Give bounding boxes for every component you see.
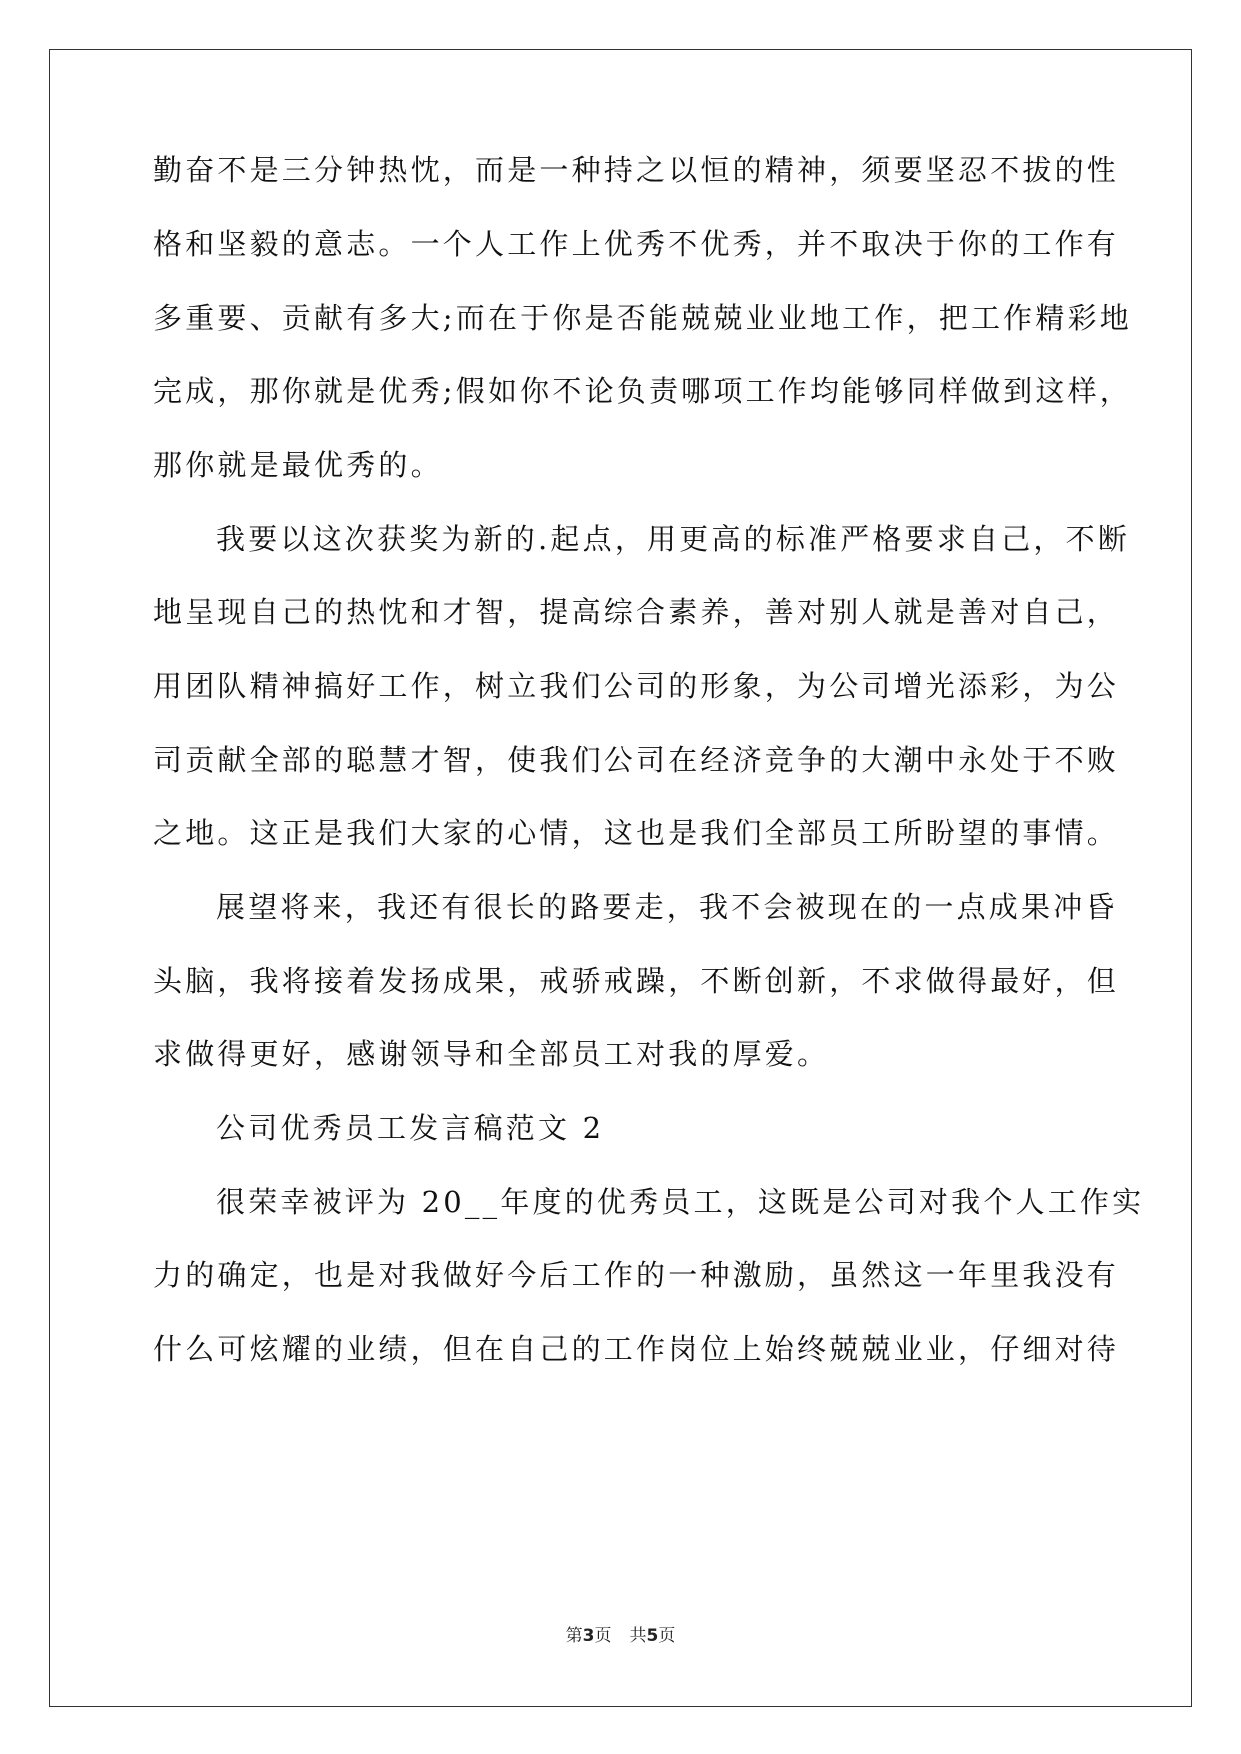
paragraph-2-line-3: 用团队精神搞好工作，树立我们公司的形象，为公司增光添彩，为公 — [153, 669, 1120, 703]
paragraph-1-line-1: 勤奋不是三分钟热忱，而是一种持之以恒的精神，须要坚忍不拔的性 — [153, 153, 1120, 187]
paragraph-2-line-5: 之地。这正是我们大家的心情，这也是我们全部员工所盼望的事情。 — [153, 816, 1120, 850]
paragraph-2-line-4: 司贡献全部的聪慧才智，使我们公司在经济竞争的大潮中永处于不败 — [153, 743, 1120, 777]
paragraph-1-line-5: 那你就是最优秀的。 — [153, 448, 443, 482]
page-number: 3 — [582, 1626, 595, 1646]
paragraph-2-line-1: 我要以这次获奖为新的.起点，用更高的标准严格要求自己，不断 — [216, 522, 1131, 556]
paragraph-5-line-1: 很荣幸被评为 20__年度的优秀员工，这既是公司对我个人工作实 — [216, 1185, 1145, 1219]
page-suffix: 页 — [594, 1626, 612, 1646]
total-pages: 5 — [646, 1626, 659, 1646]
paragraph-5-line-3: 什么可炫耀的业绩，但在自己的工作岗位上始终兢兢业业，仔细对待 — [153, 1332, 1120, 1366]
page-prefix: 第 — [565, 1626, 583, 1646]
paragraph-2-line-2: 地呈现自己的热忱和才智，提高综合素养，善对别人就是善对自己， — [153, 595, 1120, 629]
paragraph-3-line-3: 求做得更好，感谢领导和全部员工对我的厚爱。 — [153, 1037, 830, 1071]
total-prefix: 共 — [629, 1626, 647, 1646]
paragraph-5-line-2: 力的确定，也是对我做好今后工作的一种激励，虽然这一年里我没有 — [153, 1258, 1120, 1292]
total-suffix: 页 — [658, 1626, 676, 1646]
section-title: 公司优秀员工发言稿范文 2 — [216, 1111, 605, 1145]
page-footer — [0, 1621, 1241, 1646]
paragraph-3-line-1: 展望将来，我还有很长的路要走，我不会被现在的一点成果冲昏 — [216, 890, 1118, 924]
paragraph-1-line-3: 多重要、贡献有多大;而在于你是否能兢兢业业地工作，把工作精彩地 — [153, 301, 1132, 335]
paragraph-1-line-2: 格和坚毅的意志。一个人工作上优秀不优秀，并不取决于你的工作有 — [153, 227, 1120, 261]
paragraph-3-line-2: 头脑，我将接着发扬成果，戒骄戒躁，不断创新，不求做得最好，但 — [153, 964, 1120, 998]
paragraph-1-line-4: 完成，那你就是优秀;假如你不论负责哪项工作均能够同样做到这样， — [153, 374, 1132, 408]
